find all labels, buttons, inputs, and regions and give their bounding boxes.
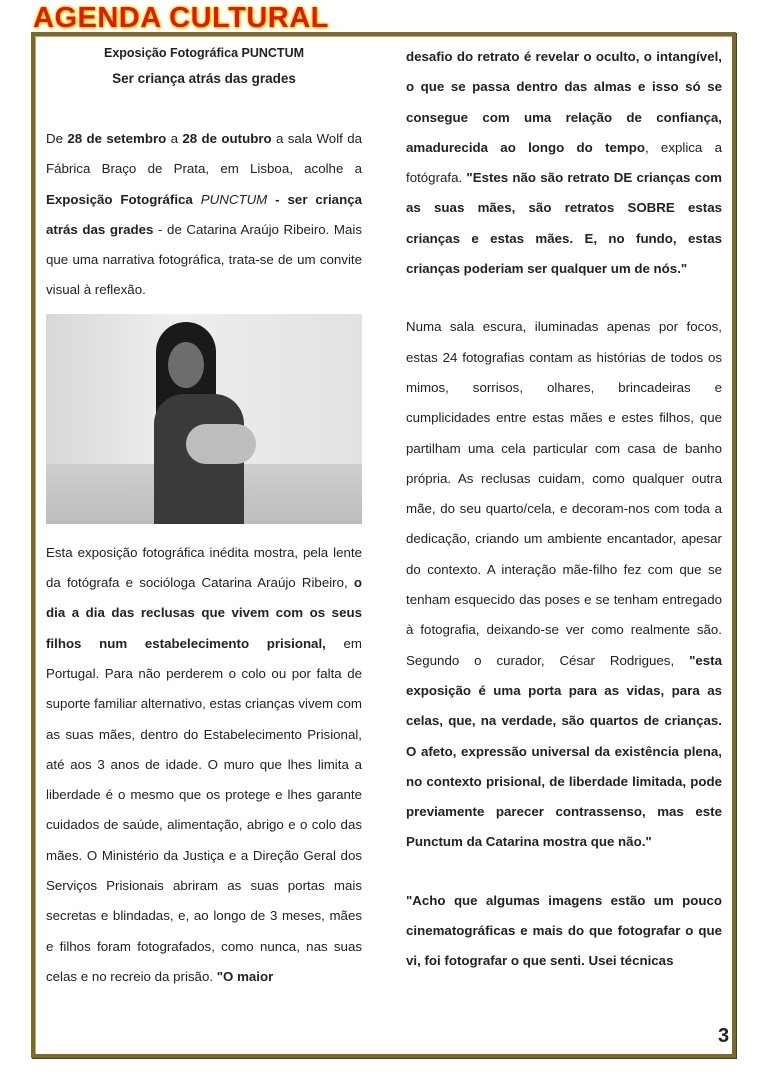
text-run: "Acho que algumas imagens estão um pouco cinematográficas e mais do que fotografar o que vi, foi fotografar o que senti. Usei técnicas: [406, 892, 722, 969]
text-run: o dia a dia das reclusas que vivem com os seus filhos num estabelecimento prisional,: [46, 575, 362, 651]
text-run: De: [46, 131, 68, 146]
paragraph: [406, 42, 722, 284]
photo-figure-face: [168, 342, 204, 388]
text-run: PUNCTUM: [200, 191, 268, 207]
paragraph: [406, 312, 722, 857]
text-run: 28 de setembro: [67, 131, 167, 146]
text-run: 28 de outubro: [182, 131, 272, 146]
paragraph: [46, 538, 362, 992]
photo-baby: [186, 424, 256, 464]
text-run: , explica a fotógrafa.: [406, 139, 722, 186]
text-run: a sala Wolf da Fábrica Braço de Prata, em Lisboa, acolhe a: [46, 131, 362, 177]
paragraph: [406, 886, 722, 977]
article-photo: [46, 314, 362, 524]
text-run: Numa sala escura, iluminadas apenas por focos, estas 24 fotografias contam as histórias de todos os mimos, sorrisos, olhares, brincadeiras e cumplicidades entre estas mães e estes filhos, que partilham uma cela particular com casa de banho própria. As reclusas cuidam, como qualquer outra mãe, do seu quarto/cela, e decoram-nos com toda a dedicação, criando um ambiente encantador, apesar do contexto. A interação mãe-filho fez com que se tenham esquecido das poses e se tenham entregado à fotografia, deixando-se ver como realmente são. Segundo o curador, César Rodrigues,: [406, 319, 722, 668]
paragraph: [46, 124, 362, 306]
masthead-title: AGENDA CULTURAL: [33, 2, 329, 34]
text-run: Esta exposição fotográfica inédita mostra, pela lente da fotógrafa e socióloga Catarina Araújo Ribeiro,: [46, 544, 362, 591]
article-title: Ser criança atrás das grades: [112, 71, 296, 86]
right-column: [406, 42, 722, 977]
article-kicker: Exposição Fotográfica PUNCTUM: [103, 46, 305, 60]
text-run: a: [166, 131, 183, 146]
text-run: em Portugal. Para não perderem o colo ou por falta de suporte familiar alternativo, estas crianças vivem com as suas mães, dentro do Estabelecimento Prisional, até aos 3 anos de idade. O muro que lhes limita a liberdade é o mesmo que os protege e lhes garante cuidados de saúde, alimentação, abrigo e o colo das mães. O Ministério da Justiça e a Direção Geral dos Serviços Prisionais abriram as suas portas mais secretas e blindadas, e, ao longo de 3 meses, mães e filhos foram fotografados, como nunca, nas suas celas e no recreio da prisão.: [46, 635, 363, 984]
text-run: "Estes não são retrato DE crianças com as suas mães, são retratos SOBRE estas crianças e estas mães. E, no fundo, estas crianças poderiam ser qualquer um de nós.": [406, 170, 722, 277]
text-run: - ser criança atrás das grades: [46, 191, 362, 237]
text-run: Exposição Fotográfica: [46, 191, 201, 207]
text-run: "O maior: [216, 968, 274, 984]
text-run: "esta exposição é uma porta para as vidas, para as celas, que, na verdade, são quartos de crianças. O afeto, expressão universal da existência plena, no contexto prisional, de liberdade limitada, pode previamente parecer contrassenso, mas este Punctum da Catarina mostra que não.": [406, 652, 722, 850]
left-column: [46, 40, 362, 992]
text-run: - de Catarina Araújo Ribeiro. Mais que uma narrativa fotográfica, trata-se de um convite visual à reflexão.: [46, 221, 362, 298]
page-number: 3: [718, 1025, 730, 1047]
text-run: desafio do retrato é revelar o oculto, o intangível, o que se passa dentro das almas e isso só se consegue com uma relação de confiança, amadurecida ao longo do tempo: [406, 49, 722, 155]
